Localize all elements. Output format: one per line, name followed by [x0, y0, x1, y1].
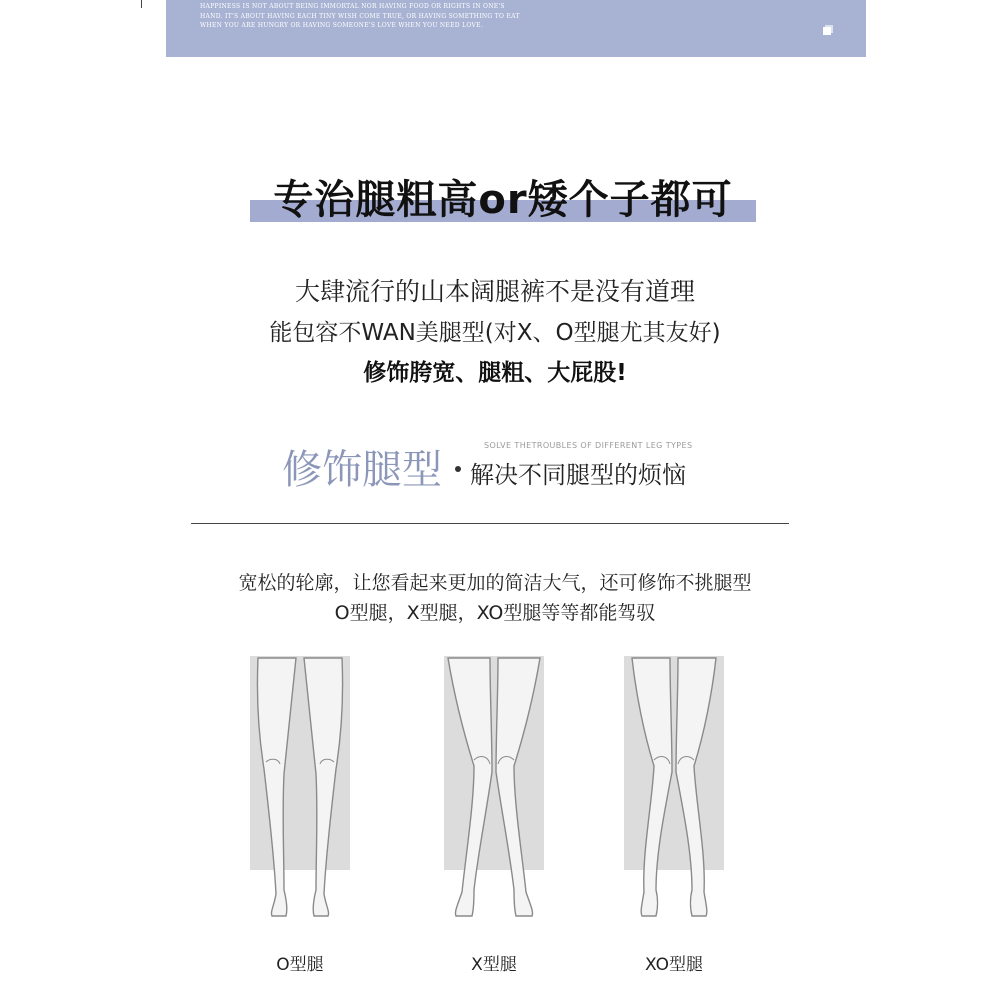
banner-line: HAND. IT'S ABOUT HAVING EACH TINY WISH COME TRUE, OR HAVING SOMETHING TO EAT: [200, 12, 520, 20]
leg-label-o: O型腿: [276, 955, 324, 975]
intro-line: 能包容不WAN美腿型(对X、O型腿尤其友好): [269, 320, 721, 346]
leg-label-xo: XO型腿: [645, 955, 703, 975]
description-line: 宽松的轮廓，让您看起来更加的简洁大气，还可修饰不挑腿型: [238, 572, 752, 594]
leg-label-x: X型腿: [471, 955, 517, 975]
section-subtitle-english: SOLVE THETROUBLES OF DIFFERENT LEG TYPES: [484, 441, 693, 450]
xo-leg-illustration: [614, 654, 734, 924]
description-line: O型腿，X型腿，XO型腿等等都能驾驭: [334, 602, 656, 624]
intro-emphasis-line: 修饰胯宽、腿粗、大屁股!: [363, 360, 627, 386]
x-leg-illustration: [434, 654, 554, 924]
page-headline: 专治腿粗高or矮个子都可: [273, 177, 733, 223]
banner-line: WHEN YOU ARE HUNGRY OR HAVING SOMEONE'S LOVE WHEN YOU NEED LOVE.: [200, 22, 484, 29]
header-banner: [166, 0, 866, 57]
intro-line: 大肆流行的山本阔腿裤不是没有道理: [294, 277, 695, 306]
edge-mark: [141, 0, 142, 8]
section-divider: [191, 523, 789, 524]
section-subtitle: 解决不同腿型的烦恼: [470, 461, 686, 489]
section-title: 修饰腿型: [282, 447, 442, 493]
banner-quote: [200, 2, 760, 31]
section-bullet-dot: [455, 466, 461, 472]
square-stack-icon: [822, 24, 834, 36]
o-leg-illustration: [240, 654, 360, 924]
banner-line: HAPPINESS IS NOT ABOUT BEING IMMORTAL NOR HAVING FOOD OR RIGHTS IN ONE'S: [200, 3, 505, 10]
